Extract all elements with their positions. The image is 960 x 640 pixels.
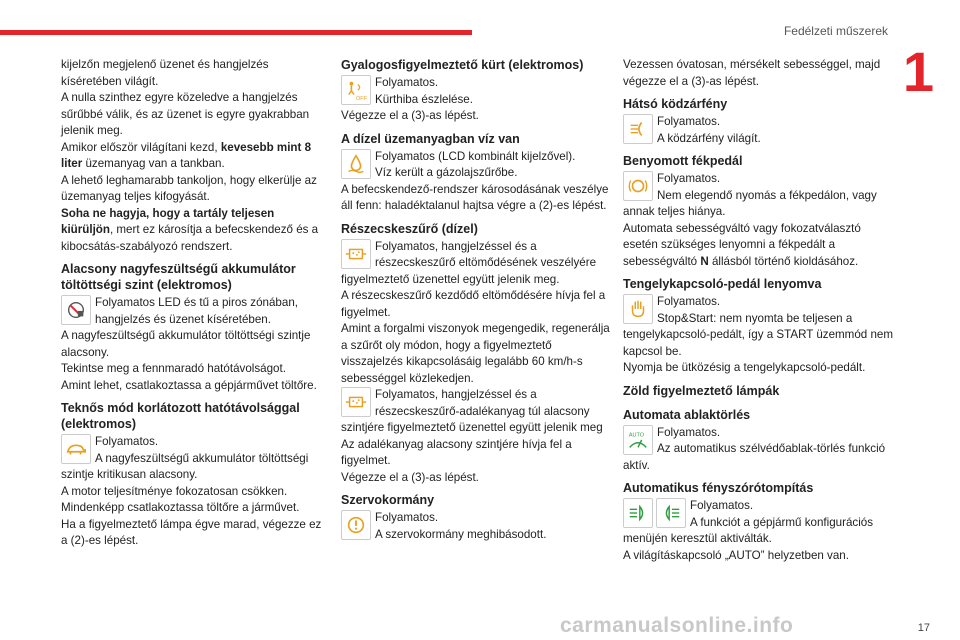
heading-horn: Gyalogosfigyelmeztető kürt (elektromos) (341, 58, 584, 72)
entry-brake: Folyamatos. Nem elegendő nyomás a fékpedálon, vagy annak teljes hiánya. Automata sebességváltó vagy fokozatválasztó esetén szükséges lenyomni a fékpedált a sebességváltó N állásból történő kioldásához. (623, 172, 877, 268)
pedestrian-horn-off-icon (341, 75, 371, 105)
column-3 (623, 57, 893, 564)
auto-high-beam-alt-icon (656, 498, 686, 528)
heading-particle-filter: Részecskeszűrő (dízel) (341, 221, 478, 236)
rear-fog-light-icon (623, 114, 653, 144)
water-in-diesel-icon (341, 149, 371, 179)
entry-turtle: Folyamatos. A nagyfeszültségű akkumulátor töltöttségi szintje kritikusan alacsony. A motor teljesítménye fokozatosan csökken. Mindenképp csatlakoztassa töltőre a járművet. Ha a figyelmeztető lámpa égve marad, végezze ez a (2)-es lépést. (61, 435, 322, 547)
column-1 (61, 57, 329, 550)
page-number: 17 (917, 622, 930, 634)
turtle-icon (61, 434, 91, 464)
header-accent-bar (0, 30, 472, 35)
paragraph: A nulla szinthez egyre közeledve a hangjelzés sűrűbbé válik, és az üzenet is egyre gyakrabban jelenik meg. (61, 91, 310, 137)
watermark: carmanualsonline.info (560, 614, 794, 637)
particle-filter-icon (341, 239, 371, 269)
svg-text:AUTO: AUTO (628, 431, 645, 438)
paragraph: Soha ne hagyja, hogy a tartály teljesen kiürüljön, mert ez károsítja a befecskendező és a kibocsátás-szabályozó rendszert. (61, 206, 319, 253)
auto-wiper-icon (623, 425, 653, 455)
heading-auto-high-beam: Automatikus fényszórótompítás (623, 481, 814, 495)
entry-steering: Folyamatos. A szervokormány meghibásodott. (341, 510, 611, 543)
heading-brake-pedal: Benyomott fékpedál (623, 154, 743, 168)
auto-high-beam-icon (623, 498, 653, 528)
clutch-pedal-icon (623, 294, 653, 324)
highbeam-icon-group (623, 498, 686, 528)
power-steering-icon (341, 510, 371, 540)
paragraph: A lehető leghamarabb tankoljon, hogy elkerülje az üzemanyag teljes kifogyását. (61, 173, 317, 203)
entry-wiper: AUTO Folyamatos. Az automatikus szélvédőablak-törlés funkció aktív. (623, 425, 886, 472)
entry-dpf-2: Folyamatos, hangjelzéssel és a részecskeszűrő-adalékanyag túl alacsony szintjére figyelmeztető üzenettel együtt jelenik meg Az adalékanyag alacsony szintjére hívja fel a figyelmet. Végezze el a (3)-as lépést. (341, 388, 603, 484)
heading-turtle: Teknős mód korlátozott hatótávolsággal (elektromos) (61, 401, 300, 431)
entry-fog: Folyamatos. A ködzárfény világít. (623, 114, 893, 147)
entry-horn: OFF Folyamatos. Kürthiba észlelése. Végezze el a (3)-as lépést. (341, 76, 479, 122)
heading-battery: Alacsony nagyfeszültségű akkumulátor töltöttségi szint (elektromos) (61, 262, 296, 292)
heading-water-in-diesel: A dízel üzemanyagban víz van (341, 131, 520, 146)
heading-auto-wiper: Automata ablaktörlés (623, 407, 751, 422)
section-title: Fedélzeti műszerek (783, 24, 888, 38)
ev-battery-needle-icon (61, 295, 91, 325)
heading-clutch-pedal: Tengelykapcsoló-pedál lenyomva (623, 277, 822, 291)
chapter-number: 1 (902, 40, 934, 103)
heading-power-steering: Szervokormány (341, 493, 435, 507)
entry-highbeam: Folyamatos. A funkciót a gépjármű konfigurációs menüjén keresztül aktiválták. A világításkapcsoló „AUTO” helyzetben van. (623, 499, 874, 562)
paragraph: Amikor először világítani kezd, kevesebb mint 8 liter üzemanyag van a tankban. (61, 140, 312, 170)
entry-battery: Folyamatos LED és tű a piros zónában, hangjelzés és üzenet kíséretében. A nagyfeszültségű akkumulátor töltöttségi szintje alacsony. Tekintse meg a fennmaradó hatótávolságot. Amint lehet, csatlakoztassa a gépjárművet töltőre. (61, 296, 317, 392)
paragraph: Vezessen óvatosan, mérsékelt sebességgel, majd végezze el a (3)-as lépést. (623, 58, 881, 88)
entry-dpf-1: Folyamatos, hangjelzéssel és a részecskeszűrő eltömődésének veszélyére figyelmeztető üzenettel együtt jelenik meg. A részecskeszűrő kezdődő eltömődésére hívja fel a figyelmet. Amint a forgalmi viszonyok megengedik, regenerálja a szűrőt oly módon, hogy a figyelmeztető visszajelzés kikapcsolásáig legalább 60 km/h-s sebességgel közlekedjen. (341, 239, 610, 385)
svg-text:OFF: OFF (356, 96, 367, 101)
heading-green-lamps: Zöld figyelmeztető lámpák (623, 383, 780, 398)
column-2 (341, 57, 611, 543)
entry-water: Folyamatos (LCD kombinált kijelzővel). Víz került a gázolajszűrőbe. A befecskendező-rendszer károsodásának veszélye áll fenn: haladéktalanul hajtsa végre a (2)-es lépést. (341, 149, 609, 212)
heading-rear-fog: Hátsó ködzárfény (623, 97, 728, 111)
paragraph: kijelzőn megjelenő üzenet és hangjelzés kíséretében világít. (61, 58, 269, 88)
entry-clutch: Folyamatos. Stop&Start: nem nyomta be teljesen a tengelykapcsoló-pedált, így a START üzemmód nem kapcsol be. Nyomja be ütközésig a tengelykapcsoló-pedált. (623, 295, 893, 374)
particle-filter-icon (341, 387, 371, 417)
brake-pedal-icon (623, 171, 653, 201)
